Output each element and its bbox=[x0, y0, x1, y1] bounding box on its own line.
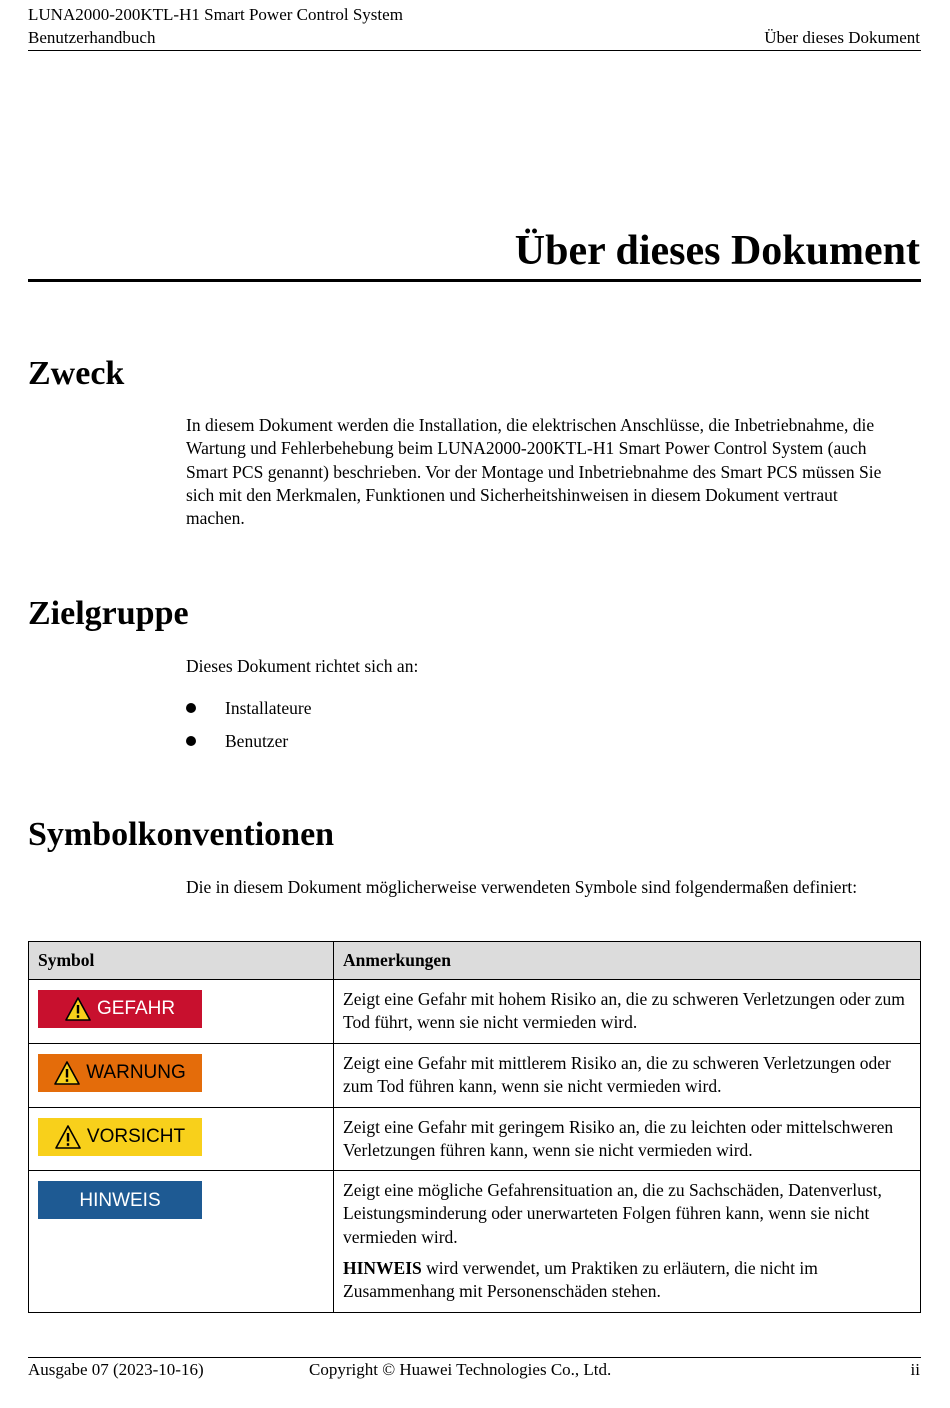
notice-note-text: wird verwendet, um Praktiken zu erläutern, die nicht im Zusammenhang mit Personenschäden stehen. bbox=[343, 1258, 818, 1302]
notice-note-keyword: HINWEIS bbox=[343, 1258, 422, 1279]
list-item-label: Installateure bbox=[225, 698, 312, 718]
danger-badge-label: GEFAHR bbox=[96, 998, 176, 1020]
section-heading-symbolkonventionen: Symbolkonventionen bbox=[28, 816, 335, 853]
bullet-icon bbox=[186, 703, 196, 713]
warning-badge-label: WARNUNG bbox=[86, 1062, 186, 1084]
footer-copyright: Copyright © Huawei Technologies Co., Ltd. bbox=[309, 1360, 612, 1379]
column-header-remarks: Anmerkungen bbox=[334, 942, 921, 980]
caution-badge bbox=[38, 1118, 202, 1156]
symbol-intro: Die in diesem Dokument möglicherweise verwendeten Symbole sind folgendermaßen definiert: bbox=[186, 877, 858, 897]
danger-badge bbox=[38, 990, 202, 1028]
zielgruppe-intro: Dieses Dokument richtet sich an: bbox=[186, 656, 419, 676]
header-divider bbox=[28, 50, 921, 51]
table-row bbox=[29, 980, 921, 1044]
notice-description: Zeigt eine mögliche Gefahrensituation an, die zu Sachschäden, Datenverlust, Leistungsminderung oder unerwarteten Folgen führen kann, wenn sie nicht vermieden wird. bbox=[343, 1180, 882, 1247]
footer-edition: Ausgabe 07 (2023-10-16) bbox=[28, 1360, 204, 1379]
column-header-symbol: Symbol bbox=[29, 942, 334, 980]
section-heading-zielgruppe: Zielgruppe bbox=[28, 595, 189, 632]
table-row bbox=[29, 1107, 921, 1171]
caution-badge-label: VORSICHT bbox=[86, 1125, 186, 1147]
warning-triangle-icon bbox=[54, 1061, 80, 1085]
title-divider bbox=[28, 279, 921, 282]
notice-badge bbox=[38, 1181, 202, 1219]
header-product: LUNA2000-200KTL-H1 Smart Power Control System bbox=[28, 5, 403, 24]
zweck-paragraph: In diesem Dokument werden die Installation, die elektrischen Anschlüsse, die Inbetriebnahme, die Wartung und Fehlerbehebung beim LUNA2000-200KTL-H1 Smart Power Control System (auch Smart PCS genannt) beschrieben. Vor der Montage und Inbetriebnahme des Smart PCS müssen Sie sich mit den Merkmalen, Funktionen und Sicherheitshinweisen in diesem Dokument vertraut machen. bbox=[186, 415, 882, 529]
danger-description: Zeigt eine Gefahr mit hohem Risiko an, die zu schweren Verletzungen oder zum Tod führt, wenn sie nicht vermieden wird. bbox=[343, 989, 905, 1033]
warning-triangle-icon bbox=[65, 997, 91, 1021]
footer-divider bbox=[28, 1357, 921, 1358]
footer-page-number: ii bbox=[910, 1360, 920, 1379]
header-doc-type: Benutzerhandbuch bbox=[28, 28, 156, 47]
list-item-label: Benutzer bbox=[225, 731, 289, 751]
warning-description: Zeigt eine Gefahr mit mittlerem Risiko an, die zu schweren Verletzungen oder zum Tod führen kann, wenn sie nicht vermieden wird. bbox=[343, 1053, 891, 1097]
warning-badge bbox=[38, 1054, 202, 1092]
notice-note bbox=[343, 1257, 911, 1304]
page-title: Über dieses Dokument bbox=[514, 228, 920, 274]
caution-description: Zeigt eine Gefahr mit geringem Risiko an, die zu leichten oder mittelschweren Verletzungen führen kann, wenn sie nicht vermieden wird. bbox=[343, 1116, 894, 1160]
symbol-table bbox=[28, 941, 921, 1313]
table-row bbox=[29, 1171, 921, 1312]
table-row bbox=[29, 1044, 921, 1108]
warning-triangle-icon bbox=[55, 1125, 81, 1149]
header-chapter: Über dieses Dokument bbox=[764, 28, 920, 47]
table-header-row bbox=[29, 942, 921, 980]
notice-badge-label: HINWEIS bbox=[79, 1189, 161, 1211]
bullet-icon bbox=[186, 736, 196, 746]
section-heading-zweck: Zweck bbox=[28, 355, 125, 392]
